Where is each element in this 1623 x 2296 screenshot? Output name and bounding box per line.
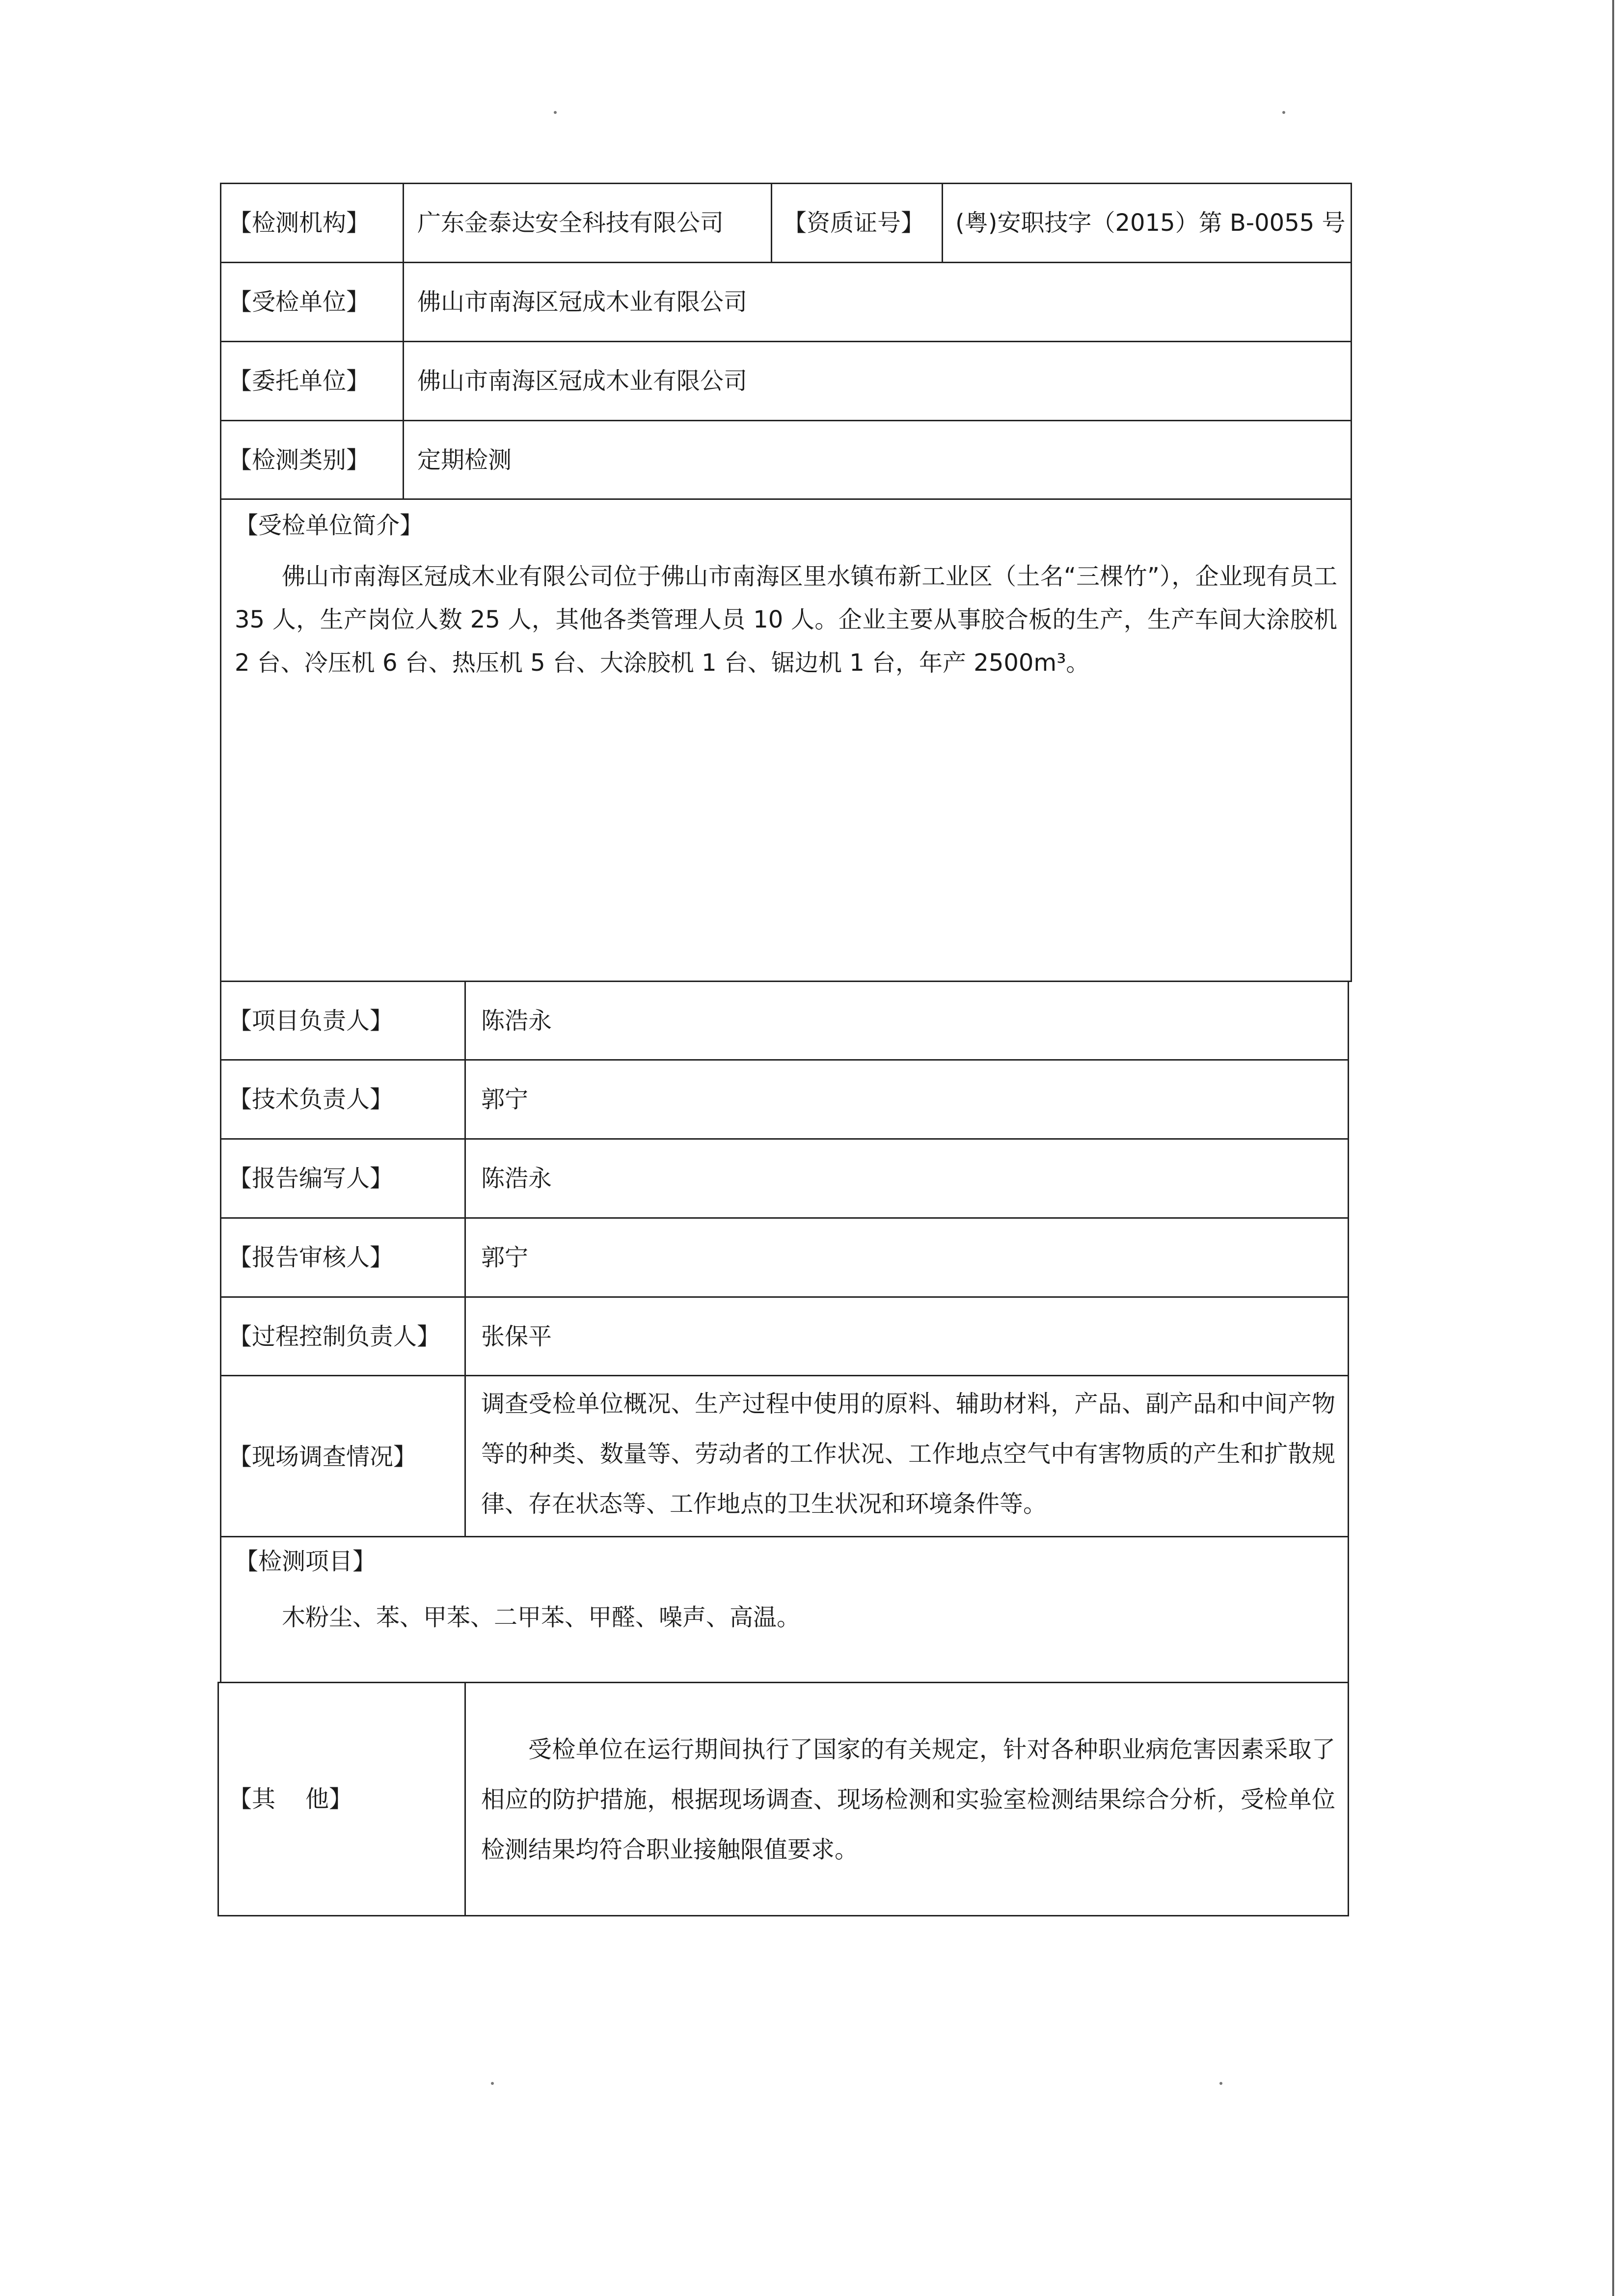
profile-text: 佛山市南海区冠成木业有限公司位于佛山市南海区里水镇布新工业区（土名“三棵竹”），企业现有员工 35 人，生产岗位人数 25 人，其他各类管理人员 10 人。企业主要从事胶合板的生产，生产车间大涂胶机 2 台、冷压机 6 台、热压机 5 台、大涂胶机 1 台、锯边机 1 台，年产 2500m³。 xyxy=(235,563,1337,677)
cert-label: 【资质证号】 xyxy=(783,209,925,237)
project-lead-label: 【项目负责人】 xyxy=(228,1007,394,1035)
inspected-unit-value: 佛山市南海区冠成木业有限公司 xyxy=(417,288,748,316)
report-reviewer-label: 【报告审核人】 xyxy=(228,1244,394,1271)
tech-lead-value: 郭宁 xyxy=(481,1086,529,1113)
items-text: 木粉尘、苯、甲苯、二甲苯、甲醛、噪声、高温。 xyxy=(282,1604,801,1631)
tech-lead-label: 【技术负责人】 xyxy=(228,1086,394,1113)
survey-label: 【现场调查情况】 xyxy=(228,1443,417,1471)
report-reviewer-value: 郭宁 xyxy=(481,1244,529,1271)
client-unit-label: 【委托单位】 xyxy=(228,367,370,395)
org-label: 【检测机构】 xyxy=(228,209,370,237)
org-value: 广东金泰达安全科技有限公司 xyxy=(417,209,724,237)
client-unit-value: 佛山市南海区冠成木业有限公司 xyxy=(417,367,748,395)
scan-speck xyxy=(491,2082,494,2085)
scan-edge-line xyxy=(1612,0,1614,2296)
process-control-value: 张保平 xyxy=(481,1322,552,1350)
other-text: 受检单位在运行期间执行了国家的有关规定，针对各种职业病危害因素采取了相应的防护措施，根据现场调查、现场检测和实验室检测结果综合分析，受检单位检测结果均符合职业接触限值要求。 xyxy=(481,1736,1335,1863)
scan-speck xyxy=(1219,2082,1222,2085)
category-label: 【检测类别】 xyxy=(228,446,370,474)
divider xyxy=(771,183,772,262)
scan-speck xyxy=(554,111,557,114)
items-label: 【检测项目】 xyxy=(235,1548,377,1575)
other-label: 【其 他】 xyxy=(228,1785,353,1813)
cert-value: (粤)安职技字（2015）第 B-0055 号 xyxy=(955,209,1346,237)
profile-label: 【受检单位简介】 xyxy=(235,512,424,539)
report-writer-label: 【报告编写人】 xyxy=(228,1165,394,1192)
inspected-unit-label: 【受检单位】 xyxy=(228,288,370,316)
project-lead-value: 陈浩永 xyxy=(481,1007,552,1035)
process-control-label: 【过程控制负责人】 xyxy=(228,1322,441,1350)
divider xyxy=(464,1682,466,1916)
divider xyxy=(403,183,404,500)
divider xyxy=(942,183,943,262)
scan-speck xyxy=(1282,111,1285,114)
survey-text: 调查受检单位概况、生产过程中使用的原料、辅助材料，产品、副产品和中间产物等的种类、数量等、劳动者的工作状况、工作地点空气中有害物质的产生和扩散规律、存在状态等、工作地点的卫生状况和环境条件等。 xyxy=(481,1390,1335,1518)
report-writer-value: 陈浩永 xyxy=(481,1165,552,1192)
category-value: 定期检测 xyxy=(417,446,512,474)
divider xyxy=(464,981,466,1537)
